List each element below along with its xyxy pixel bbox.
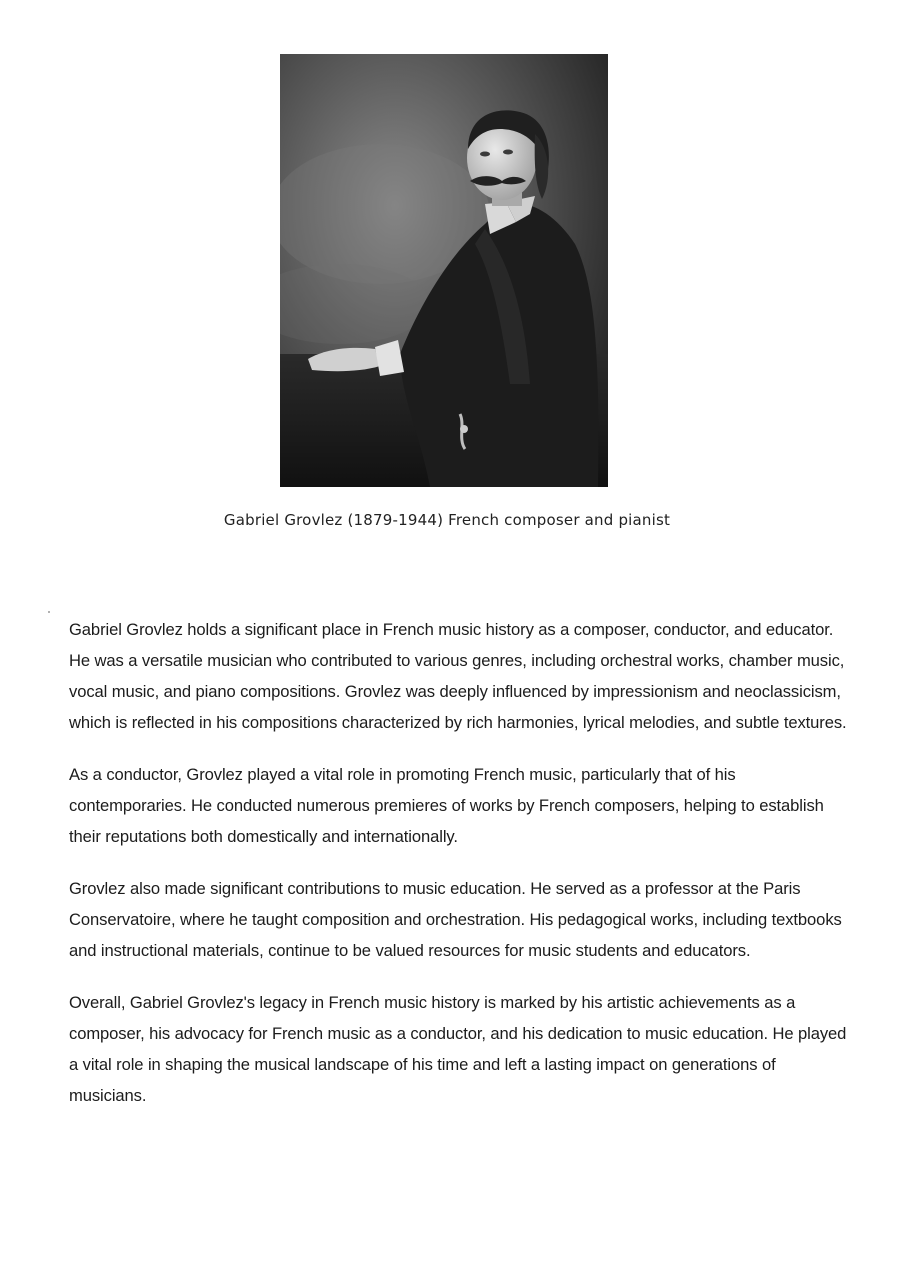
- paragraph-2: As a conductor, Grovlez played a vital role in promoting French music, particularly that of his contemporaries. He conducted numerous premieres of works by French composers, helping to establish their reputations both domestically and internationally.: [69, 765, 824, 846]
- paragraph-4: Overall, Gabriel Grovlez's legacy in French music history is marked by his artistic achievements as a composer, his advocacy for French music as a conductor, and his dedication to music education. He played a vital role in shaping the musical landscape of his time and left a lasting impact on generations of musicians.: [69, 993, 847, 1105]
- portrait-photo: [280, 54, 608, 487]
- portrait-illustration: [280, 54, 608, 487]
- paragraph-3: Grovlez also made significant contributions to music education. He served as a professor at the Paris Conservatoire, where he taught composition and orchestration. His pedagogical works, including textbooks and instructional materials, continue to be valued resources for music students and educators.: [69, 879, 842, 960]
- figure-caption: Gabriel Grovlez (1879-1944) French composer and pianist: [223, 511, 671, 529]
- decorative-dot: [48, 611, 50, 613]
- article-body: [69, 614, 849, 1132]
- paragraph-1: Gabriel Grovlez holds a significant place in French music history as a composer, conductor, and educator. He was a versatile musician who contributed to various genres, including orchestral works, chamber music, vocal music, and piano compositions. Grovlez was deeply influenced by impressionism and neoclassicism, which is reflected in his compositions characterized by rich harmonies, lyrical melodies, and subtle textures.: [69, 620, 847, 732]
